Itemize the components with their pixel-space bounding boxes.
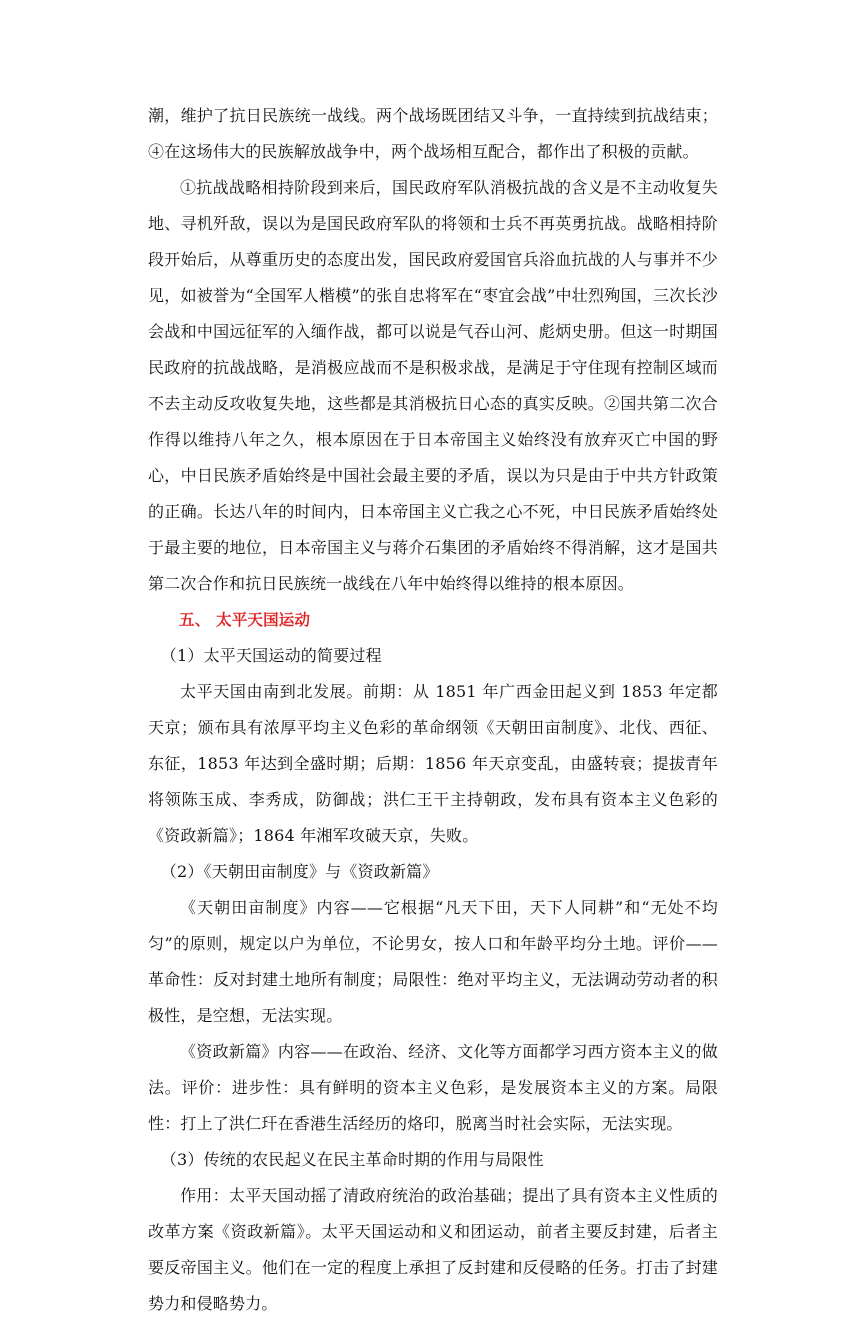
subheading-taiping-process: （1）太平天国运动的简要过程 bbox=[160, 646, 382, 665]
section-title-taiping: 五、 太平天国运动 bbox=[179, 611, 311, 629]
paragraph-new-policy: 《资政新篇》内容——在政治、经济、文化等方面都学习西方资本主义的做法。评价：进步性：具有鲜明的资本主义色彩，是发展资本主义的方案。局限性：打上了洪仁玕在香港生活经历的烙印，脱离当时社会实际，无法实现。 bbox=[148, 1042, 718, 1133]
paragraph-land-system: 《天朝田亩制度》内容——它根据“凡天下田，天下人同耕”和“无处不均匀”的原则，规定以户为单位，不论男女，按人口和年龄平均分土地。评价——革命性：反对封建土地所有制度；局限性：绝对平均主义，无法调动劳动者的积极性，是空想，无法实现。 bbox=[148, 898, 718, 1025]
paragraph-taiping-process: 太平天国由南到北发展。前期：从 1851 年广西金田起义到 1853 年定都天京；颁布具有浓厚平均主义色彩的革命纲领《天朝田亩制度》、北伐、西征、东征，1853 年达到全盛时期；后期：1856 年天京变乱，由盛转衰；提拔青年将领陈玉成、李秀成，防御战；洪仁王干主持朝政，发布具有资本主义色彩的《资政新篇》；1864 年湘军攻破天京，失败。 bbox=[148, 682, 718, 845]
paragraph-anti-japanese-strategy: ①抗战战略相持阶段到来后，国民政府军队消极抗战的含义是不主动收复失地、寻机歼敌，误以为是国民政府军队的将领和士兵不再英勇抗战。战略相持阶段开始后，从尊重历史的态度出发，国民政府爱国官兵浴血抗战的人与事并不少见，如被誉为“全国军人楷模”的张自忠将军在“枣宜会战”中壮烈殉国，三次长沙会战和中国远征军的入缅作战，都可以说是气吞山河、彪炳史册。但这一时期国民政府的抗战战略，是消极应战而不是积极求战，是满足于守住现有控制区域而不去主动反攻收复失地，这些都是其消极抗日心态的真实反映。②国共第二次合作得以维持八年之久，根本原因在于日本帝国主义始终没有放弃灭亡中国的野心，中日民族矛盾始终是中国社会最主要的矛盾，误以为只是由于中共方针政策的正确。长达八年的时间内，日本帝国主义亡我之心不死，中日民族矛盾始终处于最主要的地位，日本帝国主义与蒋介石集团的矛盾始终不得消解，这才是国共第二次合作和抗日民族统一战线在八年中始终得以维持的根本原因。 bbox=[148, 178, 718, 593]
paragraph-continuation: 潮，维护了抗日民族统一战线。两个战场既团结又斗争，一直持续到抗战结束；④在这场伟大的民族解放战争中，两个战场相互配合，都作出了积极的贡献。 bbox=[148, 106, 718, 161]
paragraph-peasant-uprising-role: 作用：太平天国动摇了清政府统治的政治基础；提出了具有资本主义性质的改革方案《资政新篇》。太平天国运动和义和团运动，前者主要反封建，后者主要反帝国主义。他们在一定的程度上承担了反封建和反侵略的任务。打击了封建势力和侵略势力。 bbox=[148, 1186, 718, 1313]
document-body bbox=[148, 98, 718, 1322]
subheading-peasant-uprising-role: （3）传统的农民起义在民主革命时期的作用与局限性 bbox=[160, 1150, 544, 1169]
subheading-land-system-and-new-policy: （2）《天朝田亩制度》与《资政新篇》 bbox=[160, 862, 439, 881]
